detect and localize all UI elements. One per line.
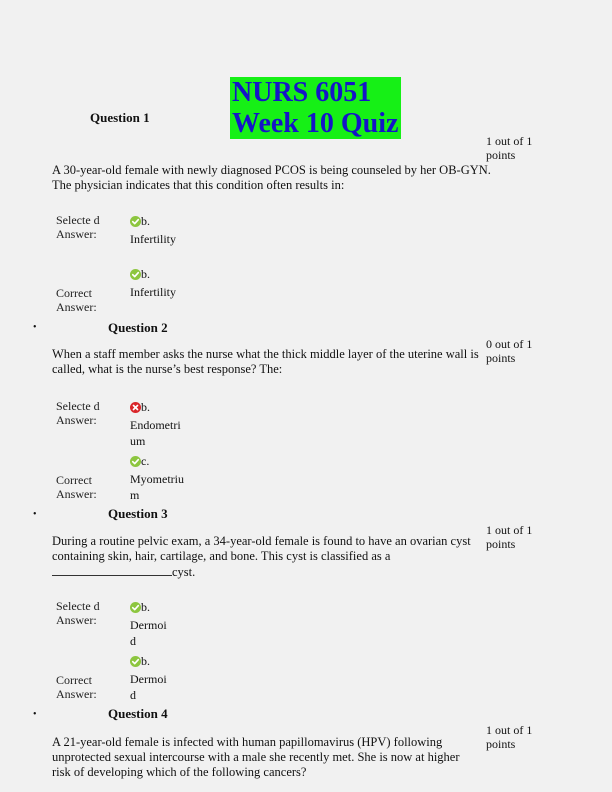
question-3-text-after: cyst.	[172, 565, 196, 579]
answer-letter: b.	[141, 654, 150, 668]
question-3-correct-answer	[130, 653, 170, 703]
correct-check-icon	[130, 601, 141, 617]
question-1-selected-answer	[130, 213, 186, 247]
question-4-text: A 21-year-old female is infected with human papillomavirus (HPV) following unprotected sexual intercourse with a male she recently met. She is now at higher risk of developing which of the following cancers?	[52, 735, 460, 779]
question-3-selected-answer	[130, 599, 170, 649]
answer-text: Dermoid	[130, 618, 167, 648]
question-2-selected-label: Selecte d Answer:	[56, 399, 100, 427]
question-1-selected-label: Selecte d Answer:	[56, 213, 100, 241]
correct-check-icon	[130, 455, 141, 471]
bullet-icon: •	[33, 322, 37, 333]
question-3-heading: Question 3	[108, 506, 168, 521]
question-1-correct-label: Correct Answer:	[56, 286, 97, 314]
answer-text: Infertility	[130, 232, 176, 246]
question-2-text: When a staff member asks the nurse what the thick middle layer of the uterine wall is called, what is the nurse’s best response? The:	[52, 347, 479, 376]
answer-text: Dermoid	[130, 672, 167, 702]
question-3-text-before: During a routine pelvic exam, a 34-year-old female is found to have an ovarian cyst containing skin, hair, cartilage, and bone. This cyst is classified as a	[52, 534, 471, 563]
answer-letter: b.	[141, 267, 150, 281]
correct-check-icon	[130, 215, 141, 231]
question-4-points: 1 out of 1 points	[486, 723, 533, 751]
question-2-correct-label: Correct Answer:	[56, 473, 97, 501]
correct-check-icon	[130, 268, 141, 284]
question-3-text	[52, 534, 477, 580]
question-3-correct-label: Correct Answer:	[56, 673, 97, 701]
answer-letter: b.	[141, 600, 150, 614]
document-title-line2: Week 10 Quiz	[232, 108, 399, 139]
document-title-line1: NURS 6051	[232, 77, 372, 108]
question-2-heading: Question 2	[108, 320, 168, 335]
question-1-text: A 30-year-old female with newly diagnosed PCOS is being counseled by her OB-GYN. The physician indicates that this condition often results in:	[52, 163, 491, 192]
question-4-heading: Question 4	[108, 706, 168, 721]
answer-letter: b.	[141, 214, 150, 228]
question-3-selected-label: Selecte d Answer:	[56, 599, 100, 627]
bullet-icon: •	[33, 509, 37, 520]
question-2-points: 0 out of 1 points	[486, 337, 533, 365]
correct-check-icon	[130, 655, 141, 671]
question-1-correct-answer	[130, 266, 186, 300]
answer-text: Endometrium	[130, 418, 181, 448]
question-1-points: 1 out of 1 points	[486, 134, 533, 162]
bullet-icon: •	[33, 709, 37, 720]
incorrect-x-icon	[130, 401, 141, 417]
document-title	[230, 77, 401, 139]
fill-in-blank	[52, 564, 172, 576]
question-2-correct-answer	[130, 453, 186, 503]
answer-text: Infertility	[130, 285, 176, 299]
answer-text: Myometrium	[130, 472, 184, 502]
answer-letter: c.	[141, 454, 150, 468]
question-2-selected-answer	[130, 399, 186, 449]
question-1-heading: Question 1	[90, 110, 150, 125]
question-3-points: 1 out of 1 points	[486, 523, 533, 551]
answer-letter: b.	[141, 400, 150, 414]
